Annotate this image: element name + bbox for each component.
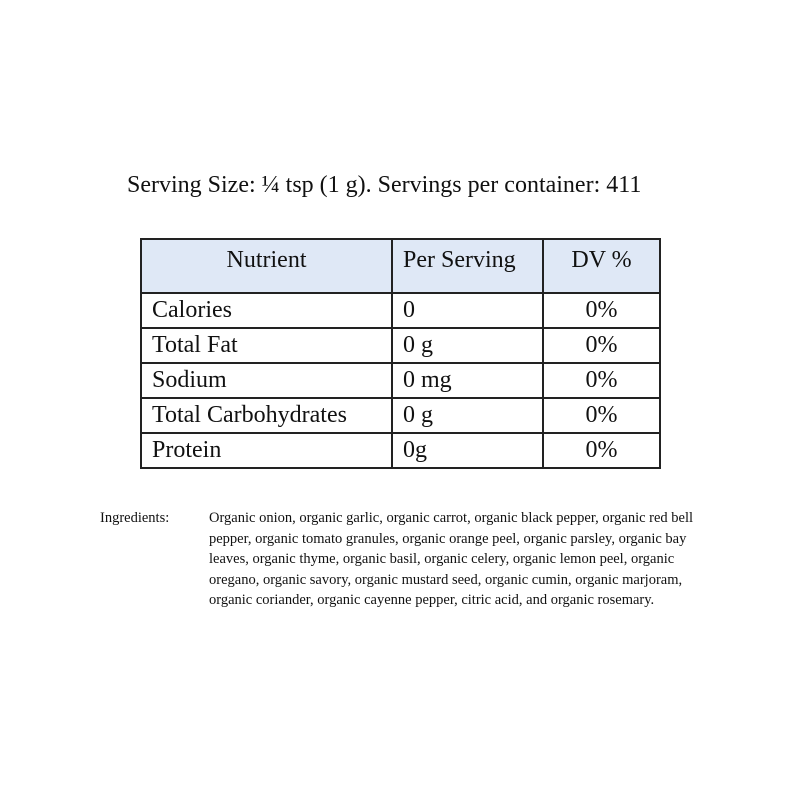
per-serving-cell: 0 g: [392, 398, 543, 433]
ingredients-list: Organic onion, organic garlic, organic carrot, organic black pepper, organic red bell pepper, organic tomato granules, organic orange peel, organic parsley, organic bay leaves, organic thyme, organic basil, organic celery, organic lemon peel, organic oregano, organic savory, organic mustard seed, organic cumin, organic marjoram, organic coriander, organic cayenne pepper, citric acid, and organic rosemary.: [209, 510, 694, 608]
table-row: [141, 293, 660, 328]
table-row: [141, 398, 660, 433]
dv-cell: 0%: [543, 328, 660, 363]
per-serving-cell: 0 mg: [392, 363, 543, 398]
dv-cell: 0%: [543, 363, 660, 398]
nutrient-cell: Total Fat: [141, 328, 392, 363]
table-row: [141, 433, 660, 468]
nutrient-cell: Calories: [141, 293, 392, 328]
header-per-serving: Per Serving: [392, 239, 543, 293]
nutrient-cell: Sodium: [141, 363, 392, 398]
table-row: [141, 363, 660, 398]
per-serving-cell: 0: [392, 293, 543, 328]
table-row: [141, 328, 660, 363]
dv-cell: 0%: [543, 293, 660, 328]
dv-cell: 0%: [543, 433, 660, 468]
per-serving-cell: 0g: [392, 433, 543, 468]
ingredients-label: Ingredients:: [100, 510, 170, 526]
serving-size-line: Serving Size: ¼ tsp (1 g). Servings per container: 411: [127, 172, 642, 198]
nutrient-cell: Protein: [141, 433, 392, 468]
per-serving-cell: 0 g: [392, 328, 543, 363]
header-nutrient: Nutrient: [141, 239, 392, 293]
header-dv-percent: DV %: [543, 239, 660, 293]
nutrition-table: [140, 238, 661, 469]
table-header-row: [141, 239, 660, 293]
nutrient-cell: Total Carbohydrates: [141, 398, 392, 433]
dv-cell: 0%: [543, 398, 660, 433]
